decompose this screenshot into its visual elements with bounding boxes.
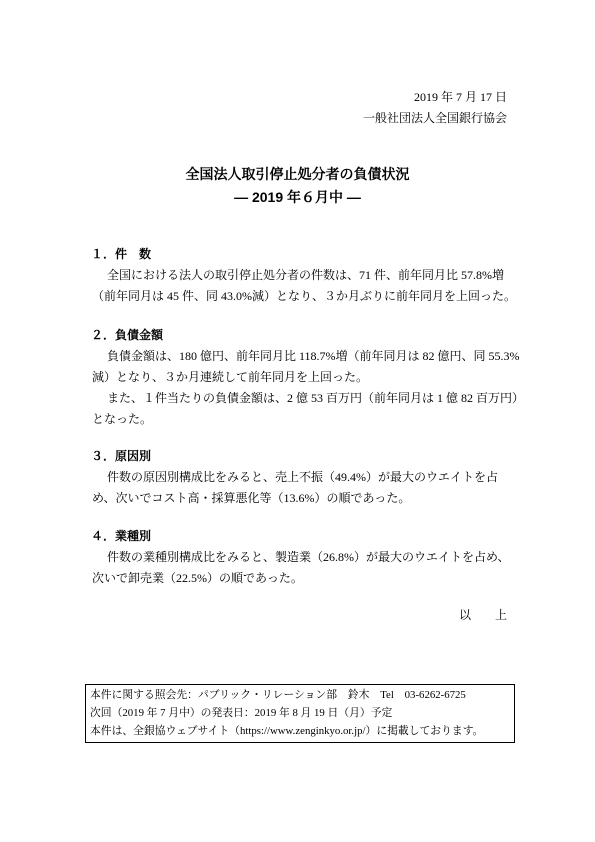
paragraph-line: 全国における法人の取引停止処分者の件数は、71 件、前年同月比 57.8%増: [107, 268, 504, 282]
section-heading: ４．業種別: [91, 529, 152, 543]
section-heading: ３．原因別: [91, 449, 152, 463]
paragraph-line: また、１件当たりの負債金額は、2 億 53 百万円（前年同月は 1 億 82 百万円）: [107, 391, 525, 405]
document-subtitle: — 2019 年６月中 —: [234, 189, 361, 205]
paragraph: [91, 265, 571, 307]
paragraph-line: となった。: [92, 412, 153, 426]
paragraph: [91, 346, 571, 388]
section-heading: ２．負債金額: [91, 328, 164, 342]
document-title: 全国法人取引停止処分者の負債状況: [185, 166, 410, 182]
section-debt-amount: [91, 325, 571, 430]
paragraph-line: め、次いでコスト高・採算悪化等（13.6%）の順であった。: [92, 491, 411, 505]
issuing-organization: 一般社団法人全国銀行協会: [362, 111, 507, 125]
website-line: 本件は、全銀協ウェブサイト（https://www.zenginkyo.or.jp/）に掲載しております。: [90, 725, 484, 737]
next-release-line: 次回（2019 年 7 月中）の発表日：2019 年 8 月 19 日（月）予定: [90, 707, 393, 719]
paragraph-line: 件数の業種別構成比をみると、製造業（26.8%）が最大のウエイトを占め、: [107, 550, 510, 564]
section-by-cause: [91, 446, 571, 509]
section-heading: １．件 数: [91, 247, 152, 261]
paragraph-line: 減）となり、３か月連続して前年同月を上回った。: [92, 370, 369, 384]
contact-info-box: [85, 684, 515, 743]
contact-line: 本件に関する照会先：パブリック・リレーション部 鈴木 Tel 03-6262-6725: [90, 689, 466, 701]
section-by-industry: [91, 526, 571, 589]
section-count: [91, 244, 571, 307]
paragraph-line: （前年同月は 45 件、同 43.0%減）となり、３か月ぶりに前年同月を上回った。: [92, 289, 516, 303]
paragraph: [91, 547, 571, 589]
paragraph: [91, 467, 571, 509]
paragraph: [91, 388, 571, 430]
paragraph-line: 負債金額は、180 億円、前年同月比 118.7%増（前年同月は 82 億円、同 55.3%: [107, 349, 520, 363]
document-date: 2019 年 7 月 17 日: [413, 90, 507, 104]
closing-mark: 以 上: [458, 608, 507, 622]
paragraph-line: 次いで卸売業（22.5%）の順であった。: [92, 571, 303, 585]
paragraph-line: 件数の原因別構成比をみると、売上不振（49.4%）が最大のウエイトを占: [107, 470, 498, 484]
